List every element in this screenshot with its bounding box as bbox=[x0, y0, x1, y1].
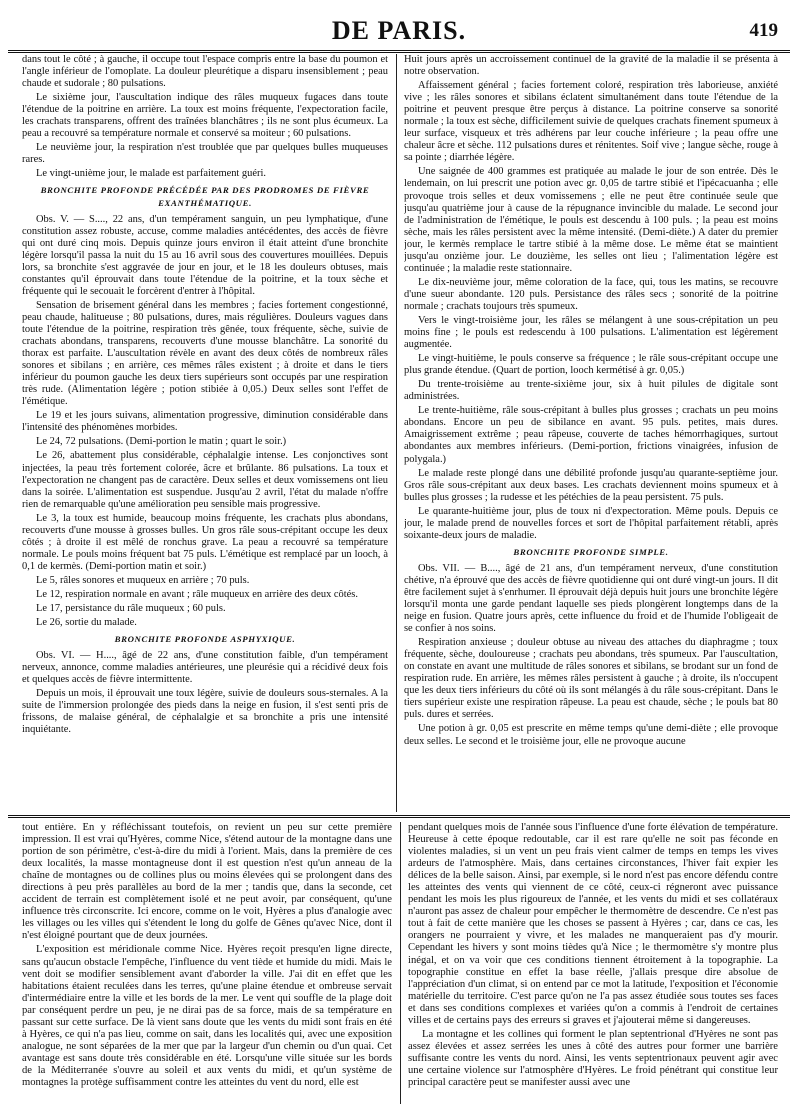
section-heading: BRONCHITE PROFONDE PRÉCÉDÉE PAR DES PRODROMES DE FIÈVRE EXANTHÉMATIQUE. bbox=[40, 185, 370, 208]
paragraph: Le 3, la toux est humide, beaucoup moins fréquente, les crachats plus abondans, recouverts d'une mousse à grosses bulles. Un gros râle sous-crépitant occupe les deux côtés ; à droite il est mêlé de ronchus grave. La peau a recouvré sa température normale. Le pouls moins fréquent bat 75 puls. L'émétique est remplacé par un looch, à 0,1 de kermès. (Demi-portion matin et soir.) bbox=[22, 512, 388, 572]
column-right-bottom bbox=[408, 822, 778, 1104]
paragraph: Le malade reste plongé dans une débilité profonde jusqu'au quarante-septième jour. Gros râle sous-crépitant aux deux bases. Les crachats deviennent moins spumeux et à bulles plus grosses ; la rudesse et les pétéchies de la peau persistent. 75 puls. bbox=[404, 467, 778, 503]
column-divider bbox=[400, 822, 401, 1104]
paragraph: tout entière. En y réfléchissant toutefois, on revient un peu sur cette première impression. Il est vrai qu'Hyères, comme Nice, s'étend autour de la montagne dans une portion de son périmètre, c'est-à-dire du midi à l'orient. Mais, dans la première de ces deux localités, la masse montagneuse dont il est question n'est qu'un anneau de la chaîne de montagnes ou de collines plus ou moins élevées qui se prolongent dans des directions à peu près parallèles au bord de la mer ; tandis que, dans la seconde, cet accident de terrain est complètement isolé et ne peut avoir, par conséquent, qu'une influence très circonscrite. Ici encore, comme on le voit, Hyères a plus d'analogie avec les villages ou les villes qui s'étendent le long du golfe de Gênes qu'avec Nice, dont il n'est éloigné pourtant que de deux journées. bbox=[22, 822, 392, 942]
paragraph: Obs. VII. — B...., âgé de 21 ans, d'un tempérament nerveux, d'une constitution chétive, n'a éprouvé que des accès de fièvre quotidienne qui ont duré vingt-un jours. Il dit être facilement sujet à s'enrhumer. Il éprouvait déjà depuis huit jours une bronchite légère lorsqu'il monta une garde pendant laquelle ses pieds plongèrent longtemps dans de la neige en fusion. Quatre jours après, cette influence du froid et de l'humide l'obligeait de se confier à nos soins. bbox=[404, 562, 778, 635]
paragraph: Vers le vingt-troisième jour, les râles se mélangent à une sous-crépitation un peu moins fine ; le pouls est redescendu à 100 pulsations. L'alimentation est légèrement augmentée. bbox=[404, 314, 778, 351]
paragraph: La montagne et les collines qui forment le plan septentrional d'Hyères ne sont pas assez élevées et assez serrées les unes à côté des autres pour former une barrière suffisante contre les vents du nord. Ainsi, les vents septentrionaux peuvent agir avec une certaine violence sur l'atmosphère d'Hyères. Le froid pénétrant qui constitue leur principal caractère peut se manifester aussi avec une bbox=[408, 1028, 778, 1088]
paragraph: Le 24, 72 pulsations. (Demi-portion le matin ; quart le soir.) bbox=[36, 436, 287, 448]
paragraph: Respiration anxieuse ; douleur obtuse au niveau des attaches du diaphragme ; toux fréquente, sèche, douloureuse ; crachats peu abondans, très spumeux. Par l'auscultation, on constate en avant une multitude de râles sonores et sibilans, se brodant sur un fond de respiration rude. En arrière, les mêmes râles persistent à gauche ; à droite, ils n'occupent que les deux tiers inférieurs du côté où ils sont mélangés à du râle sous-crépitant. Dans le tiers supérieur existe une respiration râpeuse. La peau est chaude, sèche ; le pouls bat 80 puls. dures et serrées. bbox=[404, 637, 778, 721]
section-heading: BRONCHITE PROFONDE SIMPLE. bbox=[513, 546, 669, 557]
column-right-top bbox=[404, 54, 778, 812]
column-left-top bbox=[22, 54, 388, 812]
paragraph: Le sixième jour, l'auscultation indique des râles muqueux fugaces dans toute l'étendue de la poitrine en arrière. La toux est moins fréquente, l'expectoration facile, les crachats transparens, offrent des traînées blanchâtres ; ils ne sont plus écumeux. La peau a recouvré sa température normale et conservé sa moiteur ; 60 pulsations. bbox=[22, 92, 388, 140]
paragraph: Obs. VI. — H...., âgé de 22 ans, d'une constitution faible, d'un tempérament nerveux, annonce, comme maladies antérieures, une pleurésie qui a récidivé deux fois et quelques accès de fièvre intermittente. bbox=[22, 650, 388, 686]
paragraph: Le 19 et les jours suivans, alimentation progressive, diminution considérable dans l'intensité des phénomènes morbides. bbox=[22, 410, 388, 434]
paragraph: Du trente-troisième au trente-sixième jour, six à huit pilules de digitale sont administrées. bbox=[404, 379, 778, 403]
paragraph: Le 5, râles sonores et muqueux en arrière ; 70 puls. bbox=[36, 574, 250, 586]
paragraph: L'exposition est méridionale comme Nice. Hyères reçoit presqu'en ligne directe, sans qu'aucun obstacle l'empêche, l'influence du vent tiède et humide du midi. Mais le vent doit se modifier sensiblement avant d'aborder la ville. J'ai dit en effet que les habitations étaient reculées dans les terres, qu'une plaine étendue et ombreuse servait d'intermédiaire entre la ville et les bords de la mer. Le vent qui souffle de la plage doit par conséquent perdre un peu, je ne dirai pas de sa force, mais de sa température en passant sur cette surface. De là vient sans doute que les vents du midi sont frais en été à Hyères, ce qui n'a pas lieu, comme on sait, dans les localités qui, avec une exposition analogue, ne sont séparées de la mer que par la largeur d'un chemin ou d'un quai. Cet avantage est sans doute très considérable en été. Lorsqu'une ville située sur les bords de la Méditerranée s'ouvre au soleil et aux vents du midi, et qu'un système de montagnes la protège suffisamment contre les atteintes du vent du nord, elle est bbox=[22, 944, 392, 1088]
paragraph: Sensation de brisement général dans les membres ; facies fortement congestionné, peau chaude, halitueuse ; 80 pulsations, dures, mais régulières. Douleurs vagues dans toute l'étendue de la poitrine, respiration très gênée, toux fréquente, sèche, suivie de crachats abondans, transparens, recouverts d'une mousse blanchâtre. La sonorité du thorax est parfaite. L'auscultation révèle en avant des deux côtés de nombreux râles sonores et sibilans ; en arrière, ces mêmes râles existent ; à droite et dans le tiers inférieur du poumon gauche les deux tiers supérieurs sont occupés par une respiration très rude. (Alimentation légère ; potion stibiée à 0,05.) Deux selles sont l'effet de l'émétique. bbox=[22, 299, 388, 408]
paragraph: Huit jours après un accroissement continuel de la gravité de la maladie il se présenta à notre observation. bbox=[404, 54, 778, 78]
paragraph: Le vingt-huitième, le pouls conserve sa fréquence ; le râle sous-crépitant occupe une plus grande étendue. (Quart de portion, looch kermétisé à gr. 0,05.) bbox=[404, 353, 778, 377]
paragraph: Le dix-neuvième jour, même coloration de la face, qui, tous les matins, se recouvre d'une sueur abondante. 120 puls. Persistance des râles secs ; sonorité de la poitrine normale ; crachats toujours très spumeux. bbox=[404, 276, 778, 312]
paragraph: Obs. V. — S...., 22 ans, d'un tempérament sanguin, un peu lymphatique, d'une constitution assez robuste, accuse, comme maladies antécédentes, des accès de fièvre qui ont duré cinq mois. Depuis quinze jours environ il était atteint d'une bronchite légère lorsqu'il passa la nuit du 15 au 16 avril sous des couvertures mouillées. Depuis lors, sa bronchite s'est aggravée de jour en jour, et le 18 les douleurs obtuses, mais constantes qu'il éprouvait dans toute l'étendue de la poitrine, et la toux sèche et fréquente qui le secouait le forcèrent d'entrer à l'hôpital. bbox=[22, 213, 388, 297]
paragraph: Le 12, respiration normale en avant ; râle muqueux en arrière des deux côtés. bbox=[36, 588, 358, 600]
page-title: DE PARIS. bbox=[331, 16, 467, 45]
paragraph: Une potion à gr. 0,05 est prescrite en même temps qu'une demi-diète ; elle provoque deux selles. Le second et le troisième jour, elle ne provoque aucune bbox=[404, 723, 778, 747]
paragraph: Le neuvième jour, la respiration n'est troublée que par quelques bulles muqueuses rares. bbox=[22, 142, 388, 166]
paragraph: Depuis un mois, il éprouvait une toux légère, suivie de douleurs sous-sternales. A la suite de l'immersion prolongée des pieds dans la neige en fusion, il s'est senti pris de frissons, de malaise général, de céphalalgie et sa bronchite a pris une intensité inquiétante. bbox=[22, 688, 388, 736]
paragraph: Affaissement général ; facies fortement coloré, respiration très laborieuse, anxiété vive ; les râles sonores et sibilans éclatent simultanément dans toute l'étendue de la poitrine et peuvent presque être perçus à distance. La poitrine conserve sa sonorité normale ; la toux est sèche, difficilement suivie de quelques crachats finement spumeux à leur surface, visqueux et très adhérens par leur couche inférieure ; la peau offre une chaleur âcre et sèche. 112 pulsations dures et rénitentes. Soif vive ; langue sèche, rouge à sa pointe ; diarrhée légère. bbox=[404, 80, 778, 164]
page-number: 419 bbox=[749, 20, 778, 41]
column-divider bbox=[396, 54, 397, 812]
paragraph: Le 26, abattement plus considérable, céphalalgie intense. Les conjonctives sont injectées, la peau très fortement colorée, âcre et brûlante. 86 pulsations. La toux et l'expectoration ne changent pas de caractère. Deux selles et deux vomissemens ont lieu dans la soirée. L'alimentation est suspendue. Jusqu'au 2 avril, l'état du malade n'offre rien de remarquable qu'une amélioration peu sensible mais progressive. bbox=[22, 450, 388, 510]
column-left-bottom bbox=[22, 822, 392, 1104]
paragraph: Le trente-huitième, râle sous-crépitant à bulles plus grosses ; crachats un peu moins abondans. Encore un peu de sibilance en avant. 95 puls. petites, mais dures. Amaigrissement extrême ; peau râpeuse, couverte de taches hémorrhagiques, surtout abondantes aux membres inférieurs. (Demi-portion, frictions vinaigrées, infusion de polygala.) bbox=[404, 405, 778, 465]
paragraph: pendant quelques mois de l'année sous l'influence d'une forte élévation de température. Heureuse à cette époque redoutable, car il est rare qu'elle ne soit pas féconde en violentes maladies, si un vent un peu frais vient calmer de temps en temps les vives ardeurs de l'atmosphère. Mais, dans certaines circonstances, l'hiver fait expier les délices de la belle saison. Ainsi, par exemple, si le nord n'est pas encore défendu contre les atteintes des vents qui viennent de ce côté, ceux-ci régneront avec puissance pendant les mois les plus rigoureux de l'année, et les vents du midi et ses collatéraux n'auront pas assez de chaleur pour empêcher le thermomètre de descendre. Ce n'est pas tout à fait de cette manière que les choses se passent à Hyères ; car, dans ce cas, les orangers ne pourraient y vivre, et les malades ne manqueraient pas d'y mourir. Cependant les hivers y sont moins tièdes qu'à Nice ; le thermomètre s'y montre plus inégal, et on va voir que ces conditions tiennent étroitement à la topographie. La topographie constitue en effet la base réelle, j'allais presque dire absolue de l'appréciation d'un climat, si on entend par ce mot la latitude, l'exposition et l'économie matérielle du territoire. C'est parce qu'on ne l'a pas assez étudiée sous toutes ses faces et dans ses conditions complexes et variées qu'on a commis à l'endroit de certaines villes et de certains pays des erreurs si graves et j'ajouterai même si dangereuses. bbox=[408, 822, 778, 1026]
section-heading: BRONCHITE PROFONDE ASPHYXIQUE. bbox=[114, 634, 296, 645]
page-header bbox=[8, 6, 790, 54]
paragraph: dans tout le côté ; à gauche, il occupe tout l'espace compris entre la base du poumon et l'angle inférieur de l'omoplate. La douleur pleurétique a disparu insensiblement ; peau chaude et sudorale ; 80 pulsations. bbox=[22, 54, 388, 90]
paragraph: Le quarante-huitième jour, plus de toux ni d'expectoration. Même pouls. Depuis ce jour, le malade prend de nouvelles forces et sort de l'hôpital parfaitement rétabli, après soixante-deux jours de maladie. bbox=[404, 505, 778, 541]
paragraph: Le vingt-unième jour, le malade est parfaitement guéri. bbox=[36, 168, 266, 180]
paragraph: Une saignée de 400 grammes est pratiquée au malade le jour de son entrée. Dès le lendemain, on lui prescrit une potion avec gr. 0,05 de tartre stibié et l'ipécacuanha ; elle provoque trois selles et deux vomissemens ; elle ne peut être continuée seule que jusqu'au quatrième jour à cause de la répugnance invincible du malade. Le second jour de l'administration de l'émétique, le pouls est descendu à 100 puls. ; la peau est moins sèche, mais les râles persistent avec la même intensité. (Demi-diète.) A dater du premier jour, le kermès remplace le tartre stibié à la même dose. Le même état se maintient jusqu'au onzième jour. Le douzième, les selles ont lieu ; l'alimentation légère est continuée ; la maladie reste stationnaire. bbox=[404, 166, 778, 274]
paragraph: Le 26, sortie du malade. bbox=[36, 617, 137, 629]
feuilleton-divider bbox=[8, 815, 790, 819]
paragraph: Le 17, persistance du râle muqueux ; 60 puls. bbox=[36, 603, 226, 615]
